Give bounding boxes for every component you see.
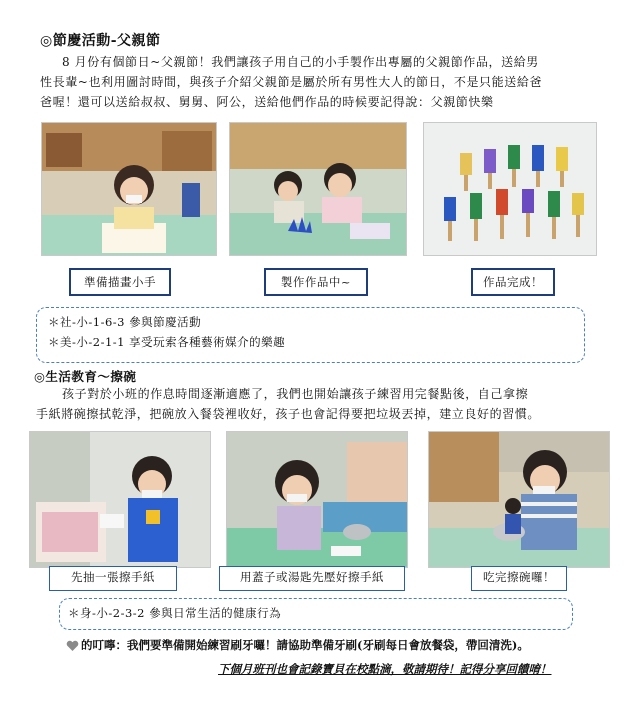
section1-goal-1: ＊社-小-1-6-3 參與節慶活動 [48, 315, 202, 329]
caption-press-paper: 用蓋子或湯匙先壓好擦手紙 [219, 566, 405, 591]
section1-paragraph-line-1: 8 月份有個節日~父親節！我們讓孩子用自己的小手製作出專屬的父親節作品，送給男 [62, 55, 539, 69]
footer-message: 下個月班刊也會記錄寶貝在校點滴，敬請期待！記得分享回饋唷！ [218, 662, 552, 676]
caption-take-paper: 先抽一張擦手紙 [49, 566, 177, 591]
caption-prepare-tracing: 準備描畫小手 [69, 268, 171, 296]
section2-paragraph-line-2: 手紙將碗擦拭乾淨，把碗放入餐袋裡收好，孩子也會記得要把垃圾丟掉，建立良好的習慣。 [36, 407, 541, 421]
section2-goal-1: ＊身-小-2-3-2 參與日常生活的健康行為 [68, 606, 282, 620]
caption-wipe-bowl: 吃完擦碗囉！ [471, 566, 567, 591]
photo-child-taking-paper [29, 431, 211, 568]
heart-icon [66, 637, 79, 649]
section2-paragraph-line-1: 孩子對於小班的作息時間逐漸適應了，我們也開始讓孩子練習用完餐點後，自己拿擦 [62, 387, 529, 401]
caption-craft-finished: 作品完成！ [471, 268, 555, 296]
section1-title: ◎節慶活動-父親節 [40, 33, 161, 49]
photo-child-tracing-hand [41, 122, 217, 256]
section1-goal-2: ＊美-小-2-1-1 享受玩索各種藝術媒介的樂趣 [48, 335, 286, 349]
reminder-note: 的叮嚀：我們要準備開始練習刷牙囉！請協助準備牙刷(牙刷每日會放餐袋，帶回清洗)。 [81, 638, 529, 652]
section1-paragraph-line-2: 性長輩~也利用圖討時間，與孩子介紹父親節是屬於所有男性大人的節日，不是只能送給爸 [40, 75, 543, 89]
photo-child-wiping-bowl [428, 431, 610, 568]
section1-paragraph-line-3: 爸喔！還可以送給叔叔、舅舅、阿公，送給他們作品的時候要記得說：父親節快樂 [40, 95, 494, 109]
photo-child-making-craft [229, 122, 407, 256]
section2-title: ◎生活教育～擦碗 [34, 369, 137, 384]
caption-making-craft: 製作作品中~ [264, 268, 368, 296]
photo-finished-hand-crafts [423, 122, 597, 256]
photo-child-pressing-paper [226, 431, 408, 568]
